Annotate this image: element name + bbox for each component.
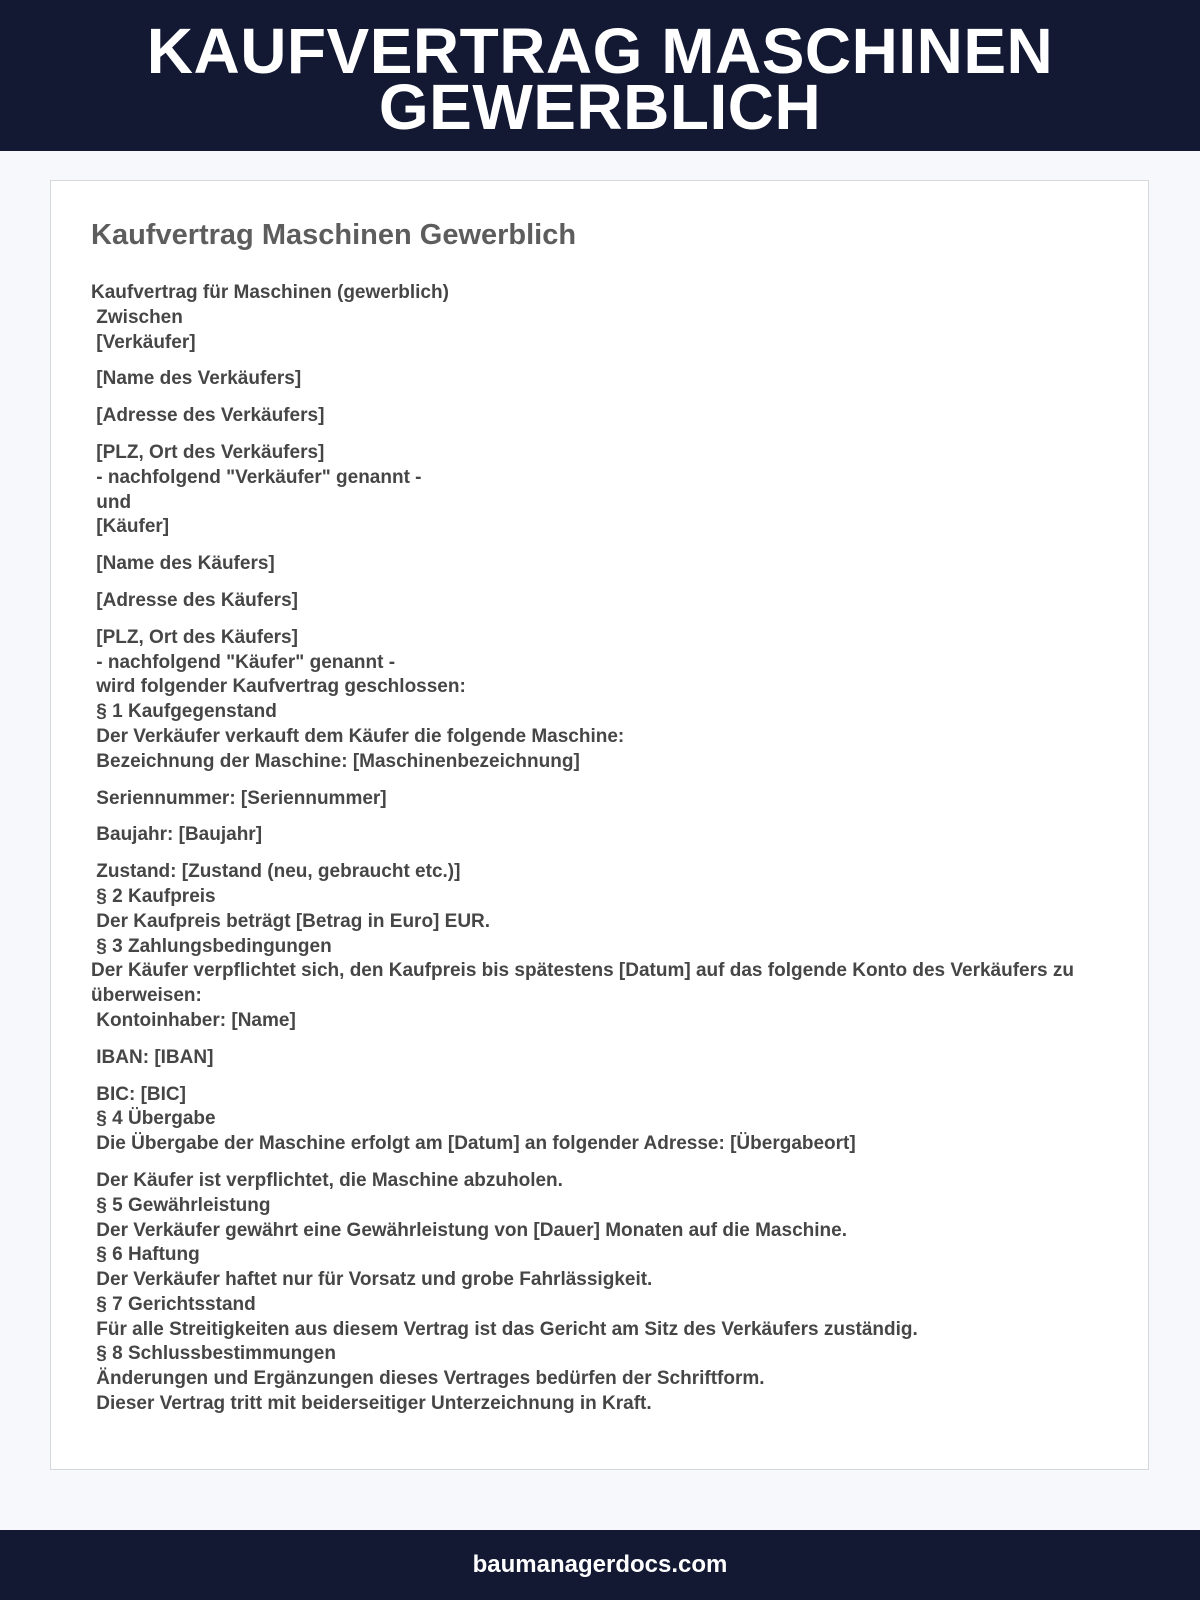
document-line: Zwischen	[91, 306, 183, 328]
document-line: [PLZ, Ort des Verkäufers]	[91, 441, 325, 463]
document-line: Zustand: [Zustand (neu, gebraucht etc.)]	[91, 861, 461, 883]
document-line: - nachfolgend "Käufer" genannt -	[91, 651, 396, 673]
document-line: BIC: [BIC]	[91, 1083, 186, 1105]
document-body	[91, 281, 1111, 1417]
document-line: Dieser Vertrag tritt mit beiderseitiger Unterzeichnung in Kraft.	[91, 1393, 652, 1415]
document-line: [Verkäufer]	[91, 331, 196, 353]
document-line: [Adresse des Verkäufers]	[91, 405, 325, 427]
document-line: § 5 Gewährleistung	[91, 1194, 271, 1216]
document-line: Die Übergabe der Maschine erfolgt am [Datum] an folgender Adresse: [Übergabeort]	[91, 1133, 856, 1155]
document-line: § 6 Haftung	[91, 1244, 200, 1266]
document-line: [PLZ, Ort des Käufers]	[91, 626, 298, 648]
page-title	[146, 14, 1054, 143]
page-header	[0, 0, 1200, 151]
document-line: [Name des Verkäufers]	[91, 368, 302, 390]
document-line: § 8 Schlussbestimmungen	[91, 1343, 336, 1365]
document-line: - nachfolgend "Verkäufer" genannt -	[91, 466, 422, 488]
document-line: Änderungen und Ergänzungen dieses Vertrages bedürfen der Schriftform.	[91, 1368, 765, 1390]
document-line: Der Käufer verpflichtet sich, den Kaufpreis bis spätestens [Datum] auf das folgende Konto des Verkäufers zu überweisen:	[91, 960, 1080, 1007]
document-line: Der Verkäufer haftet nur für Vorsatz und grobe Fahrlässigkeit.	[91, 1269, 653, 1291]
document-line: Der Verkäufer verkauft dem Käufer die folgende Maschine:	[91, 725, 625, 747]
document-card	[50, 180, 1149, 1470]
document-line: Bezeichnung der Maschine: [Maschinenbezeichnung]	[91, 750, 580, 772]
document-line: wird folgender Kaufvertrag geschlossen:	[91, 676, 466, 698]
document-line: Der Verkäufer gewährt eine Gewährleistung von [Dauer] Monaten auf die Maschine.	[91, 1219, 847, 1241]
document-line: [Name des Käufers]	[91, 553, 275, 575]
document-line: Der Käufer ist verpflichtet, die Maschine abzuholen.	[91, 1169, 563, 1191]
page-title-line-2: GEWERBLICH	[378, 70, 822, 143]
document-line: Für alle Streitigkeiten aus diesem Vertrag ist das Gericht am Sitz des Verkäufers zuständig.	[91, 1318, 918, 1340]
footer-site-link[interactable]: baumanagerdocs.com	[472, 1551, 728, 1578]
document-line: § 7 Gerichtsstand	[91, 1293, 256, 1315]
document-line: Seriennummer: [Seriennummer]	[91, 787, 387, 809]
document-line: [Käufer]	[91, 516, 170, 538]
document-line: IBAN: [IBAN]	[91, 1046, 214, 1068]
document-line: § 3 Zahlungsbedingungen	[91, 935, 332, 957]
document-line: Der Kaufpreis beträgt [Betrag in Euro] EUR.	[91, 910, 491, 932]
document-line: § 1 Kaufgegenstand	[91, 701, 277, 723]
document-line: Kaufvertrag für Maschinen (gewerblich)	[91, 282, 449, 303]
document-line: § 2 Kaufpreis	[91, 885, 216, 907]
document-line: und	[91, 491, 132, 513]
document-line: Baujahr: [Baujahr]	[91, 824, 263, 846]
document-line: § 4 Übergabe	[91, 1108, 216, 1130]
page-title-line-1: KAUFVERTRAG MASCHINEN	[146, 14, 1054, 87]
document-line: Kontoinhaber: [Name]	[91, 1009, 296, 1031]
document-title: Kaufvertrag Maschinen Gewerblich	[91, 219, 577, 251]
document-line: [Adresse des Käufers]	[91, 589, 298, 611]
page-footer	[0, 1530, 1200, 1600]
